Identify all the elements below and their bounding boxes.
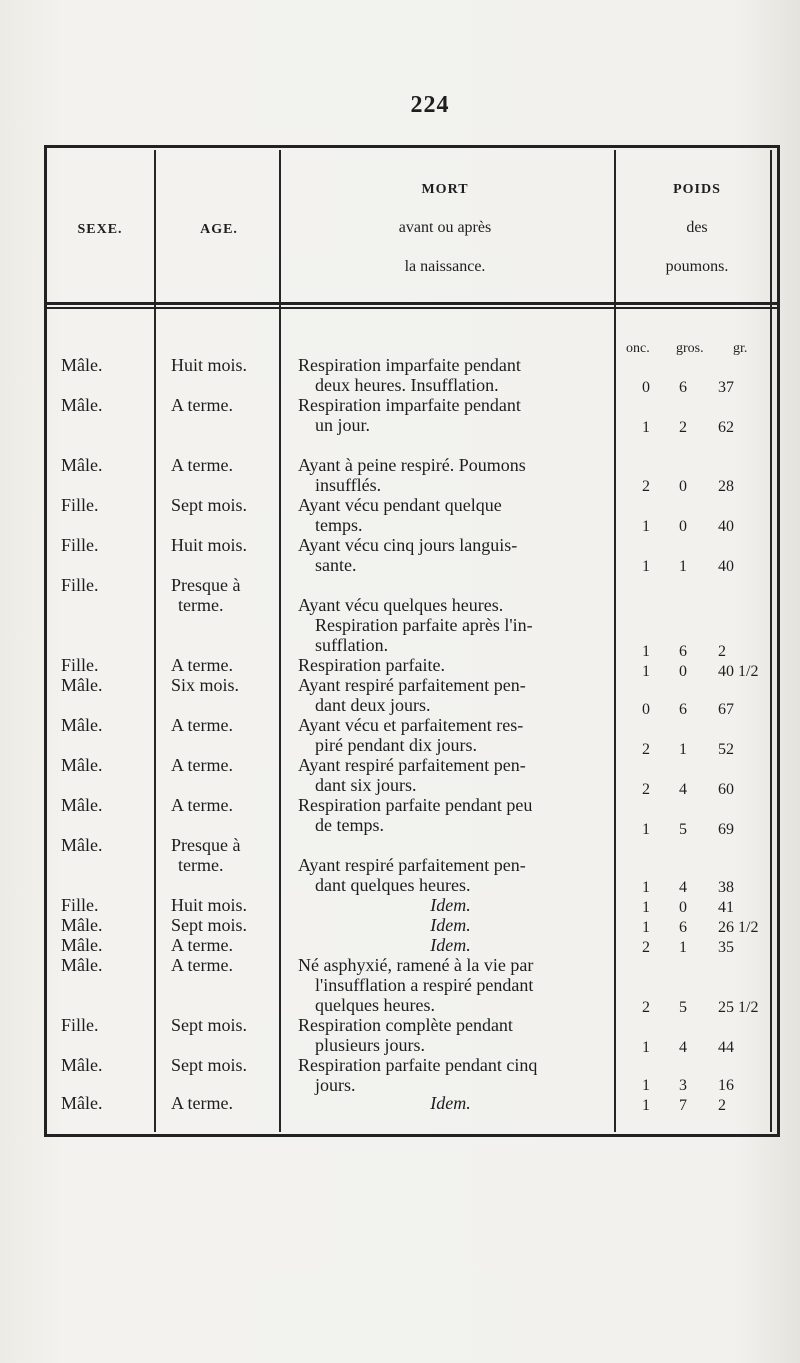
table-cell-death <box>315 1035 620 1055</box>
table-cell-sexe: Mâle. <box>61 915 103 935</box>
death-line-text: dant deux jours. <box>315 695 431 715</box>
table-cell-death <box>315 995 620 1015</box>
table-cell-death <box>298 755 603 775</box>
table-cell-sexe: Mâle. <box>61 675 103 695</box>
table-cell-sexe: Fille. <box>61 575 99 595</box>
weight-gros: 4 <box>679 781 687 798</box>
weight-gr: 44 <box>718 1039 734 1056</box>
weight-onc: 1 <box>642 558 650 575</box>
weight-gr: 60 <box>718 781 734 798</box>
weight-onc: 1 <box>642 821 650 838</box>
weight-gros: 0 <box>679 518 687 535</box>
table-cell-death <box>315 815 620 835</box>
table-cell-age: Sept mois. <box>171 1055 248 1075</box>
table-cell-age: A terme. <box>171 755 233 775</box>
weight-gros: 6 <box>679 379 687 396</box>
table-cell-sexe: Mâle. <box>61 835 103 855</box>
unit-onces: onc. <box>626 341 650 356</box>
table-cell-death <box>315 615 620 635</box>
table-cell-age: Huit mois. <box>171 535 248 555</box>
weight-gr: 16 <box>718 1077 734 1094</box>
death-line-text: sufflation. <box>315 635 389 655</box>
table-cell-age: A terme. <box>171 655 233 675</box>
weight-onc: 1 <box>642 643 650 660</box>
weight-gr: 41 <box>718 899 734 916</box>
death-line-text: Ayant respiré parfaitement pen- <box>298 755 526 775</box>
weight-gros: 1 <box>679 558 687 575</box>
table-cell-age: A terme. <box>171 455 233 475</box>
weight-onc: 0 <box>642 701 650 718</box>
column-divider-sexe-age <box>154 150 156 1132</box>
death-line-text: Idem. <box>430 895 471 915</box>
weight-onc: 1 <box>642 919 650 936</box>
table-cell-death <box>298 895 603 915</box>
table-cell-death <box>298 355 603 375</box>
weight-onc: 1 <box>642 1077 650 1094</box>
table-cell-death <box>298 535 603 555</box>
weight-gros: 6 <box>679 643 687 660</box>
table-cell-sexe: Fille. <box>61 535 99 555</box>
weight-gros: 1 <box>679 741 687 758</box>
weight-gr: 62 <box>718 419 734 436</box>
table-cell-death <box>315 375 620 395</box>
unit-gros: gros. <box>676 341 704 356</box>
death-line-text: piré pendant dix jours. <box>315 735 477 755</box>
table-cell-death <box>298 395 603 415</box>
table-cell-sexe: Mâle. <box>61 395 103 415</box>
weight-gr: 69 <box>718 821 734 838</box>
table-cell-death <box>298 1055 603 1075</box>
weight-onc: 2 <box>642 939 650 956</box>
weight-gros: 5 <box>679 821 687 838</box>
table-cell-death <box>298 955 603 975</box>
death-line-text: de temps. <box>315 815 384 835</box>
column-divider-age-mort <box>279 150 281 1132</box>
table-cell-death <box>298 855 603 875</box>
table-cell-age: Huit mois. <box>171 895 248 915</box>
table-cell-sexe: Fille. <box>61 655 99 675</box>
table-cell-death <box>298 1093 603 1113</box>
weight-gros: 5 <box>679 999 687 1016</box>
weight-gros: 4 <box>679 1039 687 1056</box>
header-mort-line3: la naissance. <box>404 258 486 275</box>
death-line-text: Respiration parfaite. <box>298 655 445 675</box>
weight-gros: 3 <box>679 1077 687 1094</box>
weight-onc: 1 <box>642 663 650 680</box>
weight-gros: 0 <box>679 478 687 495</box>
weight-onc: 1 <box>642 518 650 535</box>
table-cell-death <box>298 795 603 815</box>
table-cell-age: Six mois. <box>171 675 240 695</box>
table-cell-death <box>298 1015 603 1035</box>
header-mort-title: MORT <box>421 182 469 197</box>
table-cell-sexe: Fille. <box>61 495 99 515</box>
weight-gr: 40 1/2 <box>718 663 759 680</box>
table-cell-death <box>315 635 620 655</box>
table-cell-death <box>315 1075 620 1095</box>
table-cell-age: A terme. <box>171 715 233 735</box>
weight-gros: 0 <box>679 899 687 916</box>
header-poids-line2: des <box>686 219 708 236</box>
table-cell-death <box>315 555 620 575</box>
table-cell-age: Sept mois. <box>171 915 248 935</box>
weight-onc: 0 <box>642 379 650 396</box>
table-cell-death <box>298 655 603 675</box>
table-cell-age: A terme. <box>171 955 233 975</box>
table-cell-death <box>298 455 603 475</box>
death-line-text: Respiration parfaite après l'in- <box>315 615 533 635</box>
death-line-text: l'insufflation a respiré pendant <box>315 975 534 995</box>
table-cell-sexe: Fille. <box>61 895 99 915</box>
column-divider-right-inner <box>770 150 772 1132</box>
table-cell-sexe: Mâle. <box>61 955 103 975</box>
weight-gros: 2 <box>679 419 687 436</box>
table-cell-age: A terme. <box>171 395 233 415</box>
table-cell-death <box>298 935 603 955</box>
weight-gros: 1 <box>679 939 687 956</box>
weight-onc: 1 <box>642 899 650 916</box>
header-separator-rule <box>47 302 777 309</box>
table-cell-death <box>315 975 620 995</box>
death-line-text: Ayant à peine respiré. Poumons <box>298 455 526 475</box>
header-poids-line3: poumons. <box>665 258 729 275</box>
weight-gr: 26 1/2 <box>718 919 759 936</box>
death-line-text: dant six jours. <box>315 775 417 795</box>
weight-gr: 40 <box>718 518 734 535</box>
weight-gros: 6 <box>679 919 687 936</box>
table-cell-sexe: Mâle. <box>61 755 103 775</box>
table-cell-age: Sept mois. <box>171 495 248 515</box>
table-cell-sexe: Mâle. <box>61 715 103 735</box>
death-line-text: deux heures. Insufflation. <box>315 375 499 395</box>
weight-gr: 67 <box>718 701 734 718</box>
death-line-text: Respiration parfaite pendant peu <box>298 795 533 815</box>
death-line-text: jours. <box>315 1075 356 1095</box>
death-line-text: Ayant vécu quelques heures. <box>298 595 504 615</box>
weight-gr: 35 <box>718 939 734 956</box>
death-line-text: Ayant vécu pendant quelque <box>298 495 502 515</box>
weight-onc: 1 <box>642 879 650 896</box>
death-line-text: un jour. <box>315 415 371 435</box>
weight-onc: 1 <box>642 1039 650 1056</box>
table-cell-sexe: Mâle. <box>61 935 103 955</box>
weight-gr: 25 1/2 <box>718 999 759 1016</box>
weight-gr: 52 <box>718 741 734 758</box>
weight-onc: 1 <box>642 1097 650 1114</box>
unit-grains: gr. <box>733 341 748 356</box>
weight-gros: 0 <box>679 663 687 680</box>
death-line-text: Né asphyxié, ramené à la vie par <box>298 955 534 975</box>
table-cell-death <box>298 915 603 935</box>
death-line-text: Idem. <box>430 915 471 935</box>
weight-onc: 2 <box>642 478 650 495</box>
death-line-text: Respiration complète pendant <box>298 1015 513 1035</box>
header-age: AGE. <box>200 222 238 237</box>
table-cell-death <box>315 775 620 795</box>
death-line-text: quelques heures. <box>315 995 435 1015</box>
table-cell-sexe: Mâle. <box>61 1093 103 1113</box>
table-cell-death <box>298 595 603 615</box>
death-line-text: Ayant respiré parfaitement pen- <box>298 675 526 695</box>
page-number: 224 <box>410 92 450 118</box>
death-line-text: insufflés. <box>315 475 382 495</box>
death-line-text: Ayant respiré parfaitement pen- <box>298 855 526 875</box>
table-cell-sexe: Mâle. <box>61 1055 103 1075</box>
table-cell-sexe: Mâle. <box>61 355 103 375</box>
table-cell-death <box>315 875 620 895</box>
death-line-text: Respiration imparfaite pendant <box>298 395 521 415</box>
table-cell-death <box>298 495 603 515</box>
table-cell-age: A terme. <box>171 1093 233 1113</box>
table-cell-death <box>315 475 620 495</box>
weight-gr: 2 <box>718 1097 726 1114</box>
table-cell-age: Huit mois. <box>171 355 248 375</box>
table-cell-age: Sept mois. <box>171 1015 248 1035</box>
weight-onc: 1 <box>642 419 650 436</box>
table-cell-death <box>315 695 620 715</box>
weight-gros: 6 <box>679 701 687 718</box>
table-cell-sexe: Mâle. <box>61 455 103 475</box>
table-cell-sexe: Fille. <box>61 1015 99 1035</box>
weight-onc: 2 <box>642 781 650 798</box>
weight-gr: 2 <box>718 643 726 660</box>
death-line-text: Ayant vécu cinq jours languis- <box>298 535 518 555</box>
weight-gros: 7 <box>679 1097 687 1114</box>
death-line-text: temps. <box>315 515 363 535</box>
table-cell-age: A terme. <box>171 935 233 955</box>
header-poids-title: POIDS <box>673 182 721 197</box>
table-cell-death <box>298 675 603 695</box>
weight-gr: 28 <box>718 478 734 495</box>
table-cell-age: Presque à <box>171 575 241 595</box>
table-cell-age: terme. <box>178 855 224 875</box>
header-sexe: SEXE. <box>77 222 123 237</box>
death-line-text: Idem. <box>430 1093 471 1113</box>
table-cell-death <box>315 515 620 535</box>
header-mort-line2: avant ou après <box>398 219 492 236</box>
death-line-text: Ayant vécu et parfaitement res- <box>298 715 524 735</box>
weight-gr: 40 <box>718 558 734 575</box>
table-cell-age: A terme. <box>171 795 233 815</box>
death-line-text: Respiration imparfaite pendant <box>298 355 521 375</box>
death-line-text: dant quelques heures. <box>315 875 471 895</box>
weight-gros: 4 <box>679 879 687 896</box>
weight-onc: 2 <box>642 741 650 758</box>
table-cell-death <box>315 735 620 755</box>
weight-gr: 37 <box>718 379 734 396</box>
weight-onc: 2 <box>642 999 650 1016</box>
weight-gr: 38 <box>718 879 734 896</box>
table-cell-death <box>298 715 603 735</box>
death-line-text: plusieurs jours. <box>315 1035 425 1055</box>
death-line-text: Respiration parfaite pendant cinq <box>298 1055 538 1075</box>
table-cell-age: terme. <box>178 595 224 615</box>
death-line-text: sante. <box>315 555 357 575</box>
table-cell-sexe: Mâle. <box>61 795 103 815</box>
table-cell-age: Presque à <box>171 835 241 855</box>
death-line-text: Idem. <box>430 935 471 955</box>
table-cell-death <box>315 415 620 435</box>
